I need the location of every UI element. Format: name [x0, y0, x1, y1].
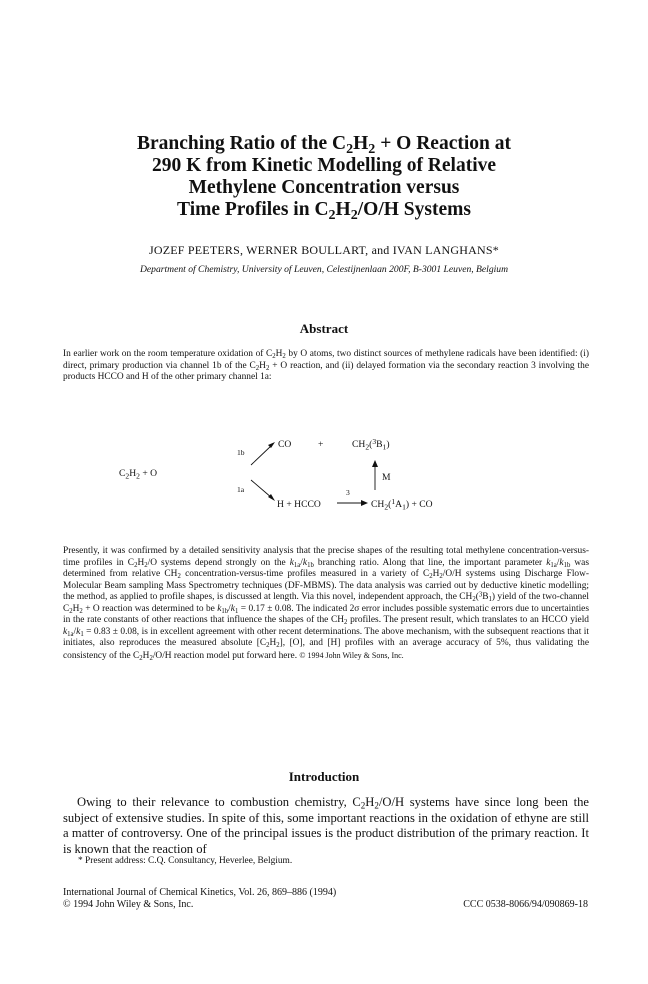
journal-copyright: © 1994 John Wiley & Sons, Inc.	[63, 899, 194, 910]
text-run: /O systems depend strongly on the	[147, 557, 290, 568]
ccc-code: CCC 0538-8066/94/090869-18	[463, 899, 588, 910]
text-run: H	[259, 360, 266, 371]
scheme-reactant: $C_2H_2 + O$	[119, 468, 158, 481]
label-m: M	[382, 472, 391, 483]
title-text: H	[353, 133, 369, 154]
arrowhead-m	[372, 460, 378, 467]
text-run: /O/H systems have since long been the subject of extensive studies. In spite of this, some important reactions in the oxidation of ethyne are still a matter of controversy. One of the principal issues is the product distribution of the primary reaction. It is known that the reaction of	[63, 795, 589, 856]
arrowhead-3	[361, 500, 368, 506]
text-run: by O atoms, two distinct sources of methylene radicals have been identified: (i) direct, primary production via channel 1b of the C	[63, 349, 589, 371]
product-ch2-triplet: $CH_2(^3B_1)$	[352, 437, 390, 452]
text-run: H	[275, 349, 283, 359]
subscript: 2	[255, 364, 260, 372]
label-1a: 1a	[237, 485, 245, 494]
subscript: 2	[265, 364, 270, 372]
abstract-copyright: © 1994 John Wiley & Sons, Inc.	[299, 650, 404, 660]
text-run: Presently, it was confirmed by a detailed sensitivity analysis that the precise shapes of the resulting total methylene concentration-versus-time profiles in C	[63, 546, 589, 568]
text-run: /O/H reaction model put forward here.	[152, 650, 300, 661]
author-list: JOZEF PEETERS, WERNER BOULLART, and IVAN LANGHANS*	[149, 243, 499, 257]
title-text: + O Reaction at	[375, 133, 511, 154]
journal-citation	[63, 887, 336, 911]
footnote: * Present address: C.Q. Consultancy, Heverlee, Belgium.	[78, 856, 293, 866]
label-1b: 1b	[237, 448, 245, 457]
abstract-heading: Abstract	[299, 321, 349, 336]
text-run: + O reaction was determined to be	[82, 603, 218, 614]
title-text: Time Profiles in C	[177, 199, 329, 220]
text-run: profiles. The present result, which translates to an HCCO yield	[347, 615, 589, 625]
journal-line: International Journal of Chemical Kinetics, Vol. 26, 869–886 (1994)	[63, 887, 337, 898]
title-subscript: 2	[328, 207, 336, 224]
text-run: yield of the two-channel C	[63, 592, 590, 614]
text-run: ], [O], and [H] profiles with an average accuracy of 5%, thus validating the consistency of the C	[63, 638, 589, 661]
title-text: 290 K from Kinetic Modelling of Relative	[151, 155, 497, 176]
text-run: branching ratio. Along that line, the important parameter	[313, 557, 547, 568]
affiliation: Department of Chemistry, University of Leuven, Celestijnenlaan 200F, B-3001 Leuven, Belgium	[139, 264, 509, 275]
title-text: /O/H Systems	[357, 199, 471, 220]
product-h-hcco: H + HCCO	[277, 499, 321, 510]
subscript: 2	[272, 353, 276, 361]
text-run: = 0.17 ± 0.08. The indicated 2σ error includes possible systematic errors due to uncertainties in the rate constants of other reactions that influence the shapes of the CH	[63, 603, 589, 625]
title-text: Branching Ratio of the C	[137, 133, 347, 154]
title-subscript: 2	[350, 207, 358, 224]
abstract-paragraph: Presently, it was confirmed by a detailed sensitivity analysis that the precise shapes of the resulting total methylene concentration-versus-time profiles in $C_2H_2/O$ systems depend strongly on the $k_{1a}/k_{1b}$ branching ratio. Along that line, the important parameter $k_{1a}/k_{1b}$ was determined from relative $CH_2$ concentration-versus-time profiles measured in a variety of $C_2H_2/O/H$ systems using Discharge Flow-Molecular Beam sampling Mass Spectrometry techniques (DF-MBMS). The data analysis was carried out by deductive kinetic modelling; the method, as applied to profile shapes, is discussed at length. Via this novel, independent approach, the $CH_2(^3B_1)$ yield of the two-channel $C_2H_2 + O$ reaction was determined to be $k_{1b}/k_1 = 0.17 \pm 0.08$. The indicated 2σ error includes possible systematic errors due to uncertainties in the rate constants of other reactions that influence the shapes of the $CH_2$ profiles. The present result, which translates to an HCCO yield $k_{1a}/k_1 = 0.83 \pm 0.08$, is in excellent agreement with other recent determinations. The above mechanism, with the subsequent reactions that it initiates, also reproduces the measured absolute $[C_2H_2]$, [O], and [H] profiles with an average accuracy of 5%, thus validating the consistency of the $C_2H_2/O/H$ reaction model put forward here. © 1994 John Wiley & Sons, Inc.	[63, 546, 590, 662]
text-run: concentration-versus-time profiles measured in a variety of C	[180, 569, 430, 579]
text-run: = 0.83 ± 0.08, is in excellent agreement with other recent determinations. The above mechanism, with the subsequent reactions that it initiates, also reproduces the measured absolute [C	[63, 626, 589, 648]
text-run: + O reaction, and (ii) delayed formation via the secondary reaction 3 involving the products HCCO and H of the other primary channel 1a:	[63, 360, 589, 382]
product-ch2-singlet: $CH_2(^1A_1)$ + CO	[371, 497, 433, 512]
arrow-1b	[251, 445, 272, 465]
text-run: /O/H systems using Discharge Flow-Molecular Beam sampling Mass Spectrometry techniques (DF-MBMS). The data analysis was carried out by deductive kinetic modelling; the method, as applied to profile shapes, is discussed at length. Via this novel, independent approach, the CH	[63, 569, 590, 602]
introduction-heading: Introduction	[288, 769, 360, 784]
arrow-1a	[251, 480, 272, 498]
text-run: Owing to their relevance to combustion chemistry, C	[77, 795, 361, 809]
label-3: 3	[346, 488, 350, 497]
title-text: Methylene Concentration versus	[188, 177, 460, 198]
title-subscript: 2	[346, 141, 354, 158]
title-text: H	[335, 199, 351, 220]
text-run: was determined from relative CH	[63, 557, 589, 579]
text-run: In earlier work on the room temperature oxidation of C	[63, 349, 273, 359]
arrowhead-1b	[268, 442, 275, 448]
product-co: CO	[278, 439, 292, 450]
title-subscript: 2	[368, 141, 376, 158]
introduction-paragraph: Owing to their relevance to combustion chemistry, $C_2H_2/O/H$ systems have since long been the subject of extensive studies. In spite of this, some important reactions in the oxidation of ethyne are still a matter of controversy. One of the principal issues is the product distribution of the primary reaction. It is known that the reaction of	[63, 795, 589, 856]
subscript: 2	[282, 353, 286, 361]
plus-sign: +	[318, 439, 324, 450]
